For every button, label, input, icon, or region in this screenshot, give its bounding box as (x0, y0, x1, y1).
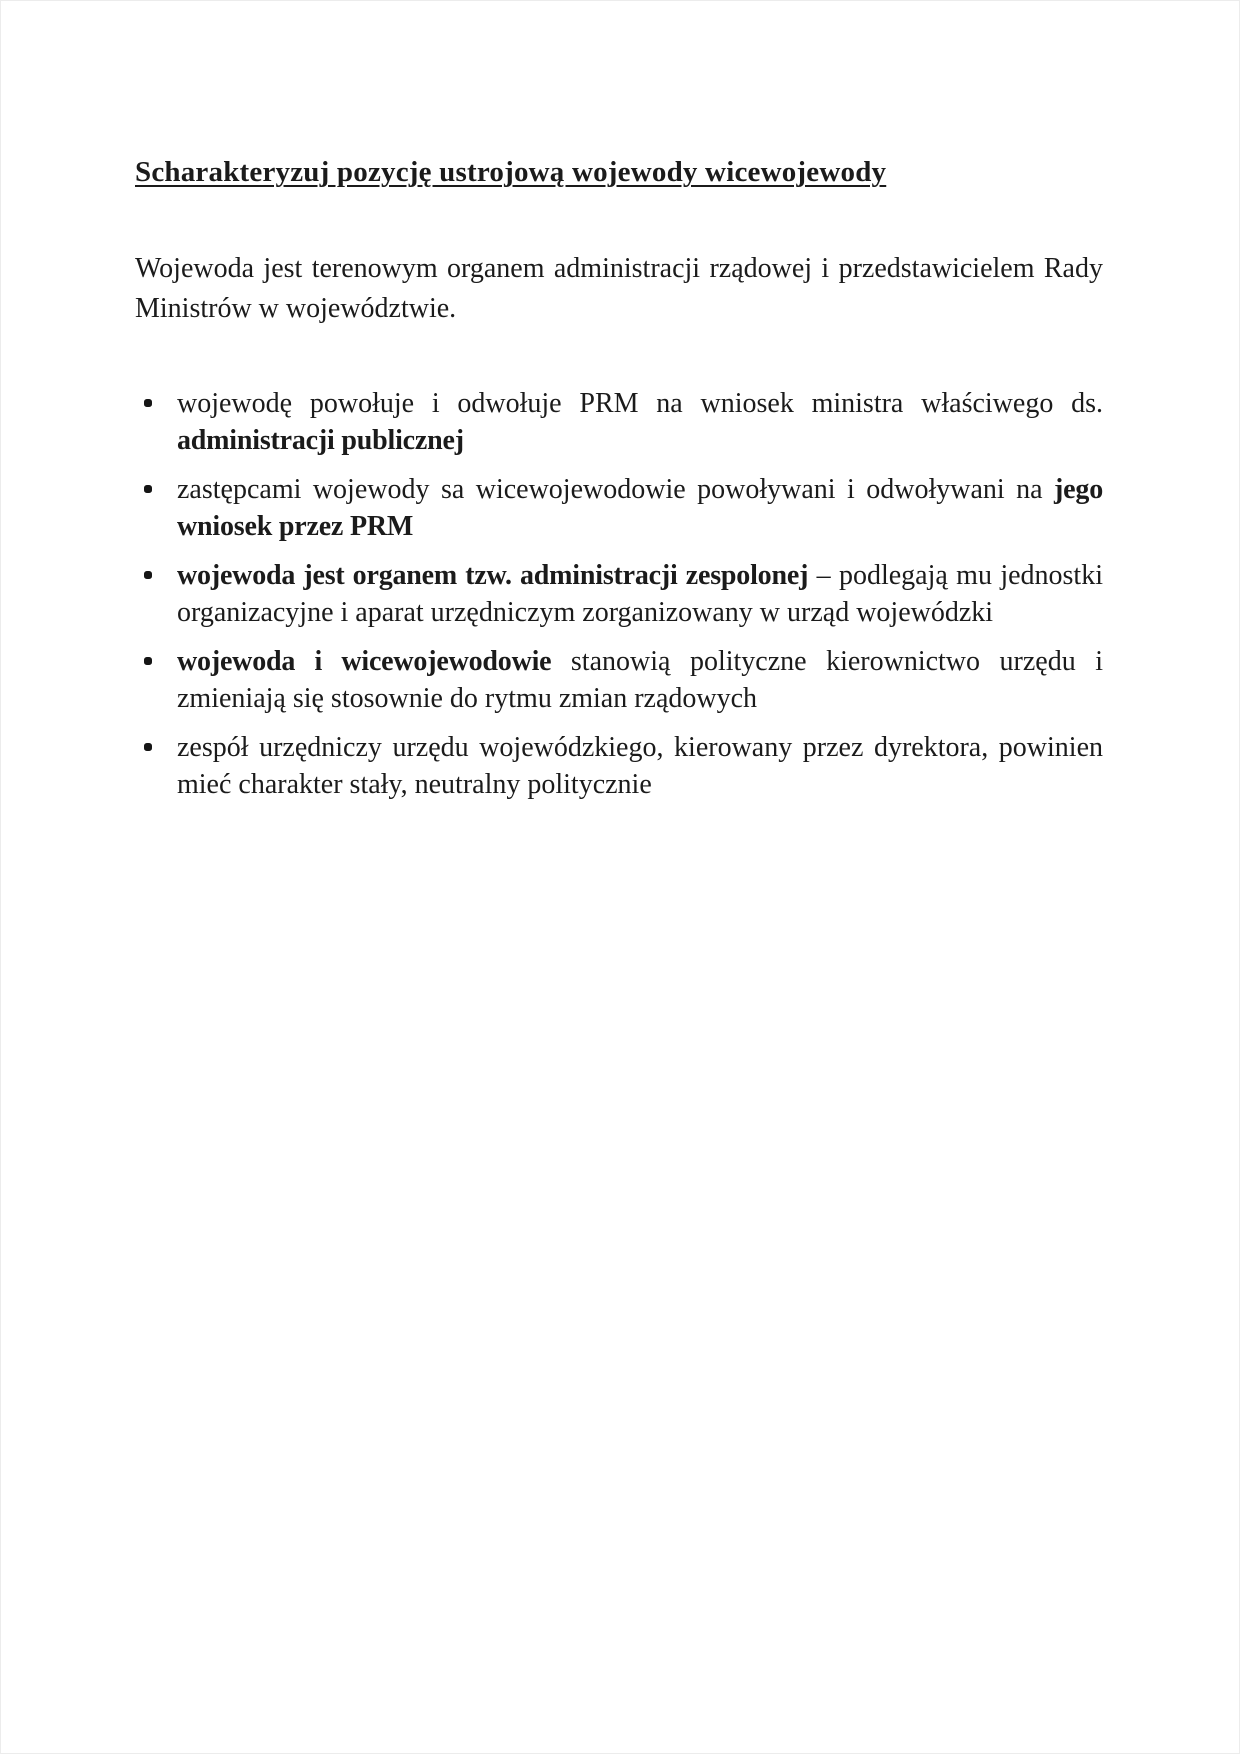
bullet-list (135, 385, 1103, 803)
bullet-item (135, 643, 1103, 717)
bullet-marker-icon (144, 571, 152, 579)
bullet-text: zastępcami wojewody sa wicewojewodowie powoływani i odwoływani na jego wniosek przez PRM (177, 474, 1103, 542)
bullet-marker-icon (144, 657, 152, 665)
bullet-marker-icon (144, 743, 152, 751)
intro-paragraph: Wojewoda jest terenowym organem administracji rządowej i przedstawicielem Rady Ministrów w województwie. (135, 253, 1103, 324)
bullet-marker-icon (144, 485, 152, 493)
bullet-item (135, 729, 1103, 803)
bullet-marker-icon (144, 399, 152, 407)
bullet-text: wojewoda jest organem tzw. administracji zespolonej – podlegają mu jednostki organizacyjne i aparat urzędniczym zorganizowany w urząd wojewódzki (177, 560, 1103, 628)
bullet-text: zespół urzędniczy urzędu wojewódzkiego, kierowany przez dyrektora, powinien mieć charakter stały, neutralny politycznie (177, 732, 1103, 800)
bullet-item (135, 471, 1103, 545)
bullet-item (135, 557, 1103, 631)
bullet-item (135, 385, 1103, 459)
bullet-text: wojewodę powołuje i odwołuje PRM na wniosek ministra właściwego ds. administracji publicznej (177, 388, 1103, 456)
page-title: Scharakteryzuj pozycję ustrojową wojewody wicewojewody (135, 156, 887, 188)
bullet-text: wojewoda i wicewojewodowie stanowią polityczne kierownictwo urzędu i zmieniają się stosownie do rytmu zmian rządowych (177, 646, 1103, 714)
